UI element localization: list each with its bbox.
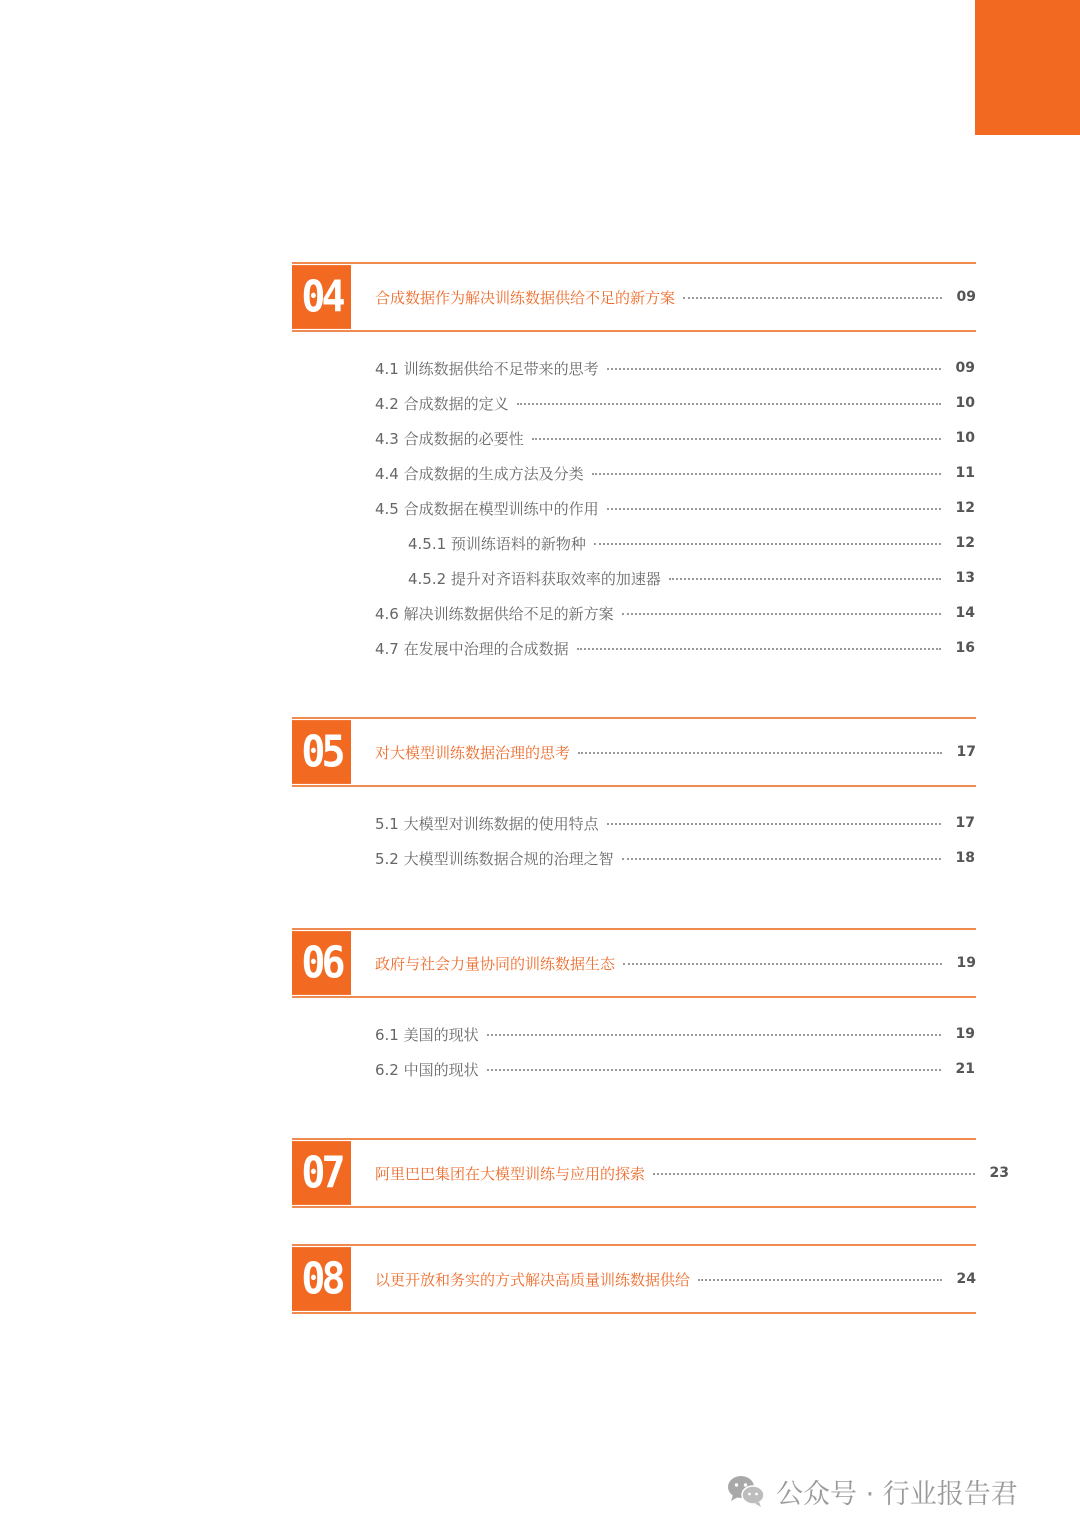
toc-section-05 [292, 717, 976, 787]
dot-leader [683, 297, 942, 299]
toc-entry-label: 4.3 合成数据的必要性 [375, 429, 524, 448]
watermark-text: 公众号 · 行业报告君 [776, 1478, 1018, 1510]
section-rule-bottom [292, 1206, 976, 1208]
page-number: 10 [955, 430, 975, 446]
toc-entry[interactable] [375, 392, 975, 414]
toc-subentry[interactable] [408, 532, 975, 554]
section-title: 政府与社会力量协同的训练数据生态 [375, 954, 616, 973]
page-number: 17 [956, 744, 976, 760]
toc-entry-label: 5.2 大模型训练数据合规的治理之智 [375, 849, 614, 868]
section-rule-top [292, 1244, 976, 1246]
toc-entry-label: 6.1 美国的现状 [375, 1025, 479, 1044]
section-title-row[interactable] [375, 1161, 1009, 1185]
dot-leader [669, 578, 941, 580]
section-rule-top [292, 717, 976, 719]
dot-leader [594, 543, 941, 545]
section-rule-bottom [292, 1312, 976, 1314]
watermark [726, 1472, 1018, 1510]
page-number: 21 [955, 1061, 975, 1077]
wechat-icon [726, 1474, 766, 1508]
toc-entry-label: 4.2 合成数据的定义 [375, 394, 509, 413]
dot-leader [487, 1034, 941, 1036]
toc-entry-label: 6.2 中国的现状 [375, 1060, 479, 1079]
section-rule-bottom [292, 996, 976, 998]
dot-leader [487, 1069, 941, 1071]
toc-entry[interactable] [375, 357, 975, 379]
toc-entry[interactable] [375, 1023, 975, 1045]
toc-entry-label: 5.1 大模型对训练数据的使用特点 [375, 814, 599, 833]
toc-entry[interactable] [375, 637, 975, 659]
dot-leader [577, 648, 941, 650]
dot-leader [623, 963, 942, 965]
section-title: 阿里巴巴集团在大模型训练与应用的探索 [375, 1164, 646, 1183]
toc-entry[interactable] [375, 602, 975, 624]
page-number: 12 [955, 500, 975, 516]
toc-entry-label: 4.1 训练数据供给不足带来的思考 [375, 359, 599, 378]
section-rule-bottom [292, 330, 976, 332]
toc-entry-label: 4.5 合成数据在模型训练中的作用 [375, 499, 599, 518]
toc-entry-label: 4.5.1 预训练语料的新物种 [408, 534, 586, 553]
dot-leader [622, 613, 941, 615]
dot-leader [653, 1173, 975, 1175]
page-number: 23 [989, 1165, 1009, 1181]
dot-leader [578, 752, 942, 754]
page-number: 16 [955, 640, 975, 656]
corner-accent-block [975, 0, 1080, 135]
dot-leader [622, 858, 941, 860]
toc-entry[interactable] [375, 812, 975, 834]
page-number: 13 [955, 570, 975, 586]
section-title-row[interactable] [375, 1267, 976, 1291]
page-number: 09 [956, 289, 976, 305]
section-number: 07 [292, 1141, 351, 1205]
toc-section-07 [292, 1138, 1009, 1208]
toc-entry[interactable] [375, 847, 975, 869]
page-number: 11 [955, 465, 975, 481]
section-number: 06 [292, 931, 351, 995]
toc-entry[interactable] [375, 427, 975, 449]
page-number: 19 [955, 1026, 975, 1042]
section-rule-top [292, 1138, 976, 1140]
page-number: 10 [955, 395, 975, 411]
section-rule-top [292, 928, 976, 930]
section-number: 05 [292, 720, 351, 784]
section-number: 04 [292, 265, 351, 329]
section-title-row[interactable] [375, 740, 976, 764]
toc-entry[interactable] [375, 497, 975, 519]
toc-entry-label: 4.6 解决训练数据供给不足的新方案 [375, 604, 614, 623]
page-number: 14 [955, 605, 975, 621]
section-number: 08 [292, 1247, 351, 1311]
page-number: 24 [956, 1271, 976, 1287]
section-rule-top [292, 262, 976, 264]
dot-leader [517, 403, 941, 405]
section-title: 合成数据作为解决训练数据供给不足的新方案 [375, 288, 676, 307]
toc-entry-label: 4.4 合成数据的生成方法及分类 [375, 464, 584, 483]
toc-entry[interactable] [375, 462, 975, 484]
dot-leader [607, 823, 941, 825]
dot-leader [592, 473, 941, 475]
section-title: 对大模型训练数据治理的思考 [375, 743, 571, 762]
page-number: 17 [955, 815, 975, 831]
toc-entry-label: 4.5.2 提升对齐语料获取效率的加速器 [408, 569, 661, 588]
page-number: 19 [956, 955, 976, 971]
toc-section-04 [292, 262, 976, 332]
page-number: 18 [955, 850, 975, 866]
toc-entry-label: 4.7 在发展中治理的合成数据 [375, 639, 569, 658]
page-number: 12 [955, 535, 975, 551]
dot-leader [698, 1279, 942, 1281]
toc-subentry[interactable] [408, 567, 975, 589]
section-title: 以更开放和务实的方式解决高质量训练数据供给 [375, 1270, 691, 1289]
toc-section-08 [292, 1244, 976, 1314]
dot-leader [607, 508, 941, 510]
section-title-row[interactable] [375, 951, 976, 975]
section-title-row[interactable] [375, 285, 976, 309]
toc-entry[interactable] [375, 1058, 975, 1080]
section-rule-bottom [292, 785, 976, 787]
dot-leader [607, 368, 941, 370]
toc-section-06 [292, 928, 976, 998]
dot-leader [532, 438, 941, 440]
page-number: 09 [955, 360, 975, 376]
